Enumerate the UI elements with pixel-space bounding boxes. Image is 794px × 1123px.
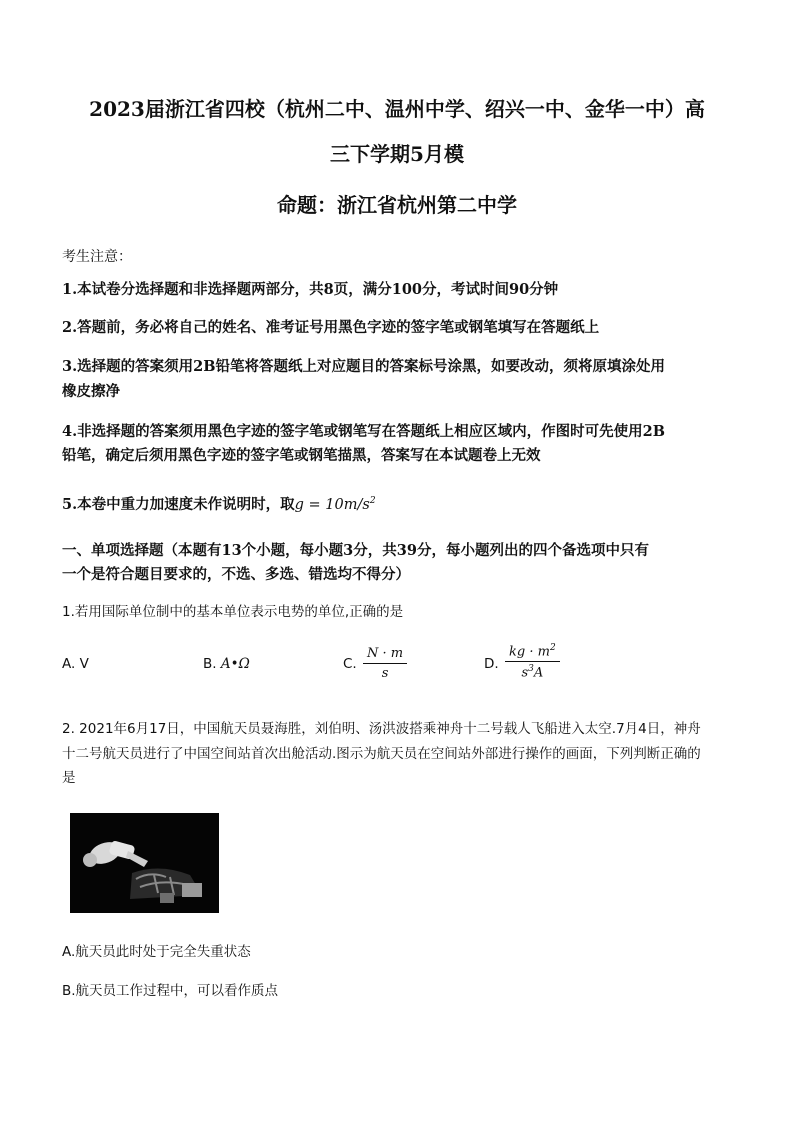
section1-heading-a: 一、单项选择题（本题有13个小题，每小题3分，共39分，每小题列出的四个备选项中只有	[62, 542, 649, 559]
exam-title-line2: 三下学期5月模	[330, 142, 464, 166]
section1-heading-b: 一个是符合题目要求的，不选、多选、错选均不得分）	[62, 566, 410, 583]
exam-title-line1: 2023届浙江省四校（杭州二中、温州中学、绍兴一中、金华一中）高	[89, 97, 705, 121]
q2-option-a: A.航天员此时处于完全失重状态	[62, 944, 251, 960]
exam-author: 命题：浙江省杭州第二中学	[277, 193, 517, 217]
q2-stem-line3: 是	[62, 770, 76, 786]
notice-item-1: 1.本试卷分选择题和非选择题两部分，共8页，满分100分，考试时间90分钟	[62, 281, 559, 298]
q1-option-d-label: D.	[484, 656, 499, 672]
notice-heading: 考生注意：	[62, 249, 132, 265]
q1-option-c-label: C.	[343, 656, 357, 672]
notice-item-3b: 橡皮擦净	[62, 383, 120, 400]
astronaut-illustration	[70, 813, 219, 913]
q1-option-d-fraction: $\frac{kg \cdot m^2}{s^3A}$	[505, 643, 560, 681]
q1-option-b: B. A•Ω	[203, 656, 250, 672]
notice-item-5	[62, 487, 738, 519]
q1-option-c-fraction: $\frac{N \cdot m}{s}$	[363, 646, 407, 681]
q1-stem: 1.若用国际单位制中的基本单位表示电势的单位,正确的是	[62, 604, 404, 620]
notice-item-3a: 3.选择题的答案须用2B铅笔将答题纸上对应题目的答案标号涂黑，如要改动，须将原填涂处用	[62, 358, 665, 375]
astronaut-spacewalk-photo	[70, 813, 219, 913]
notice-item-4b: 铅笔，确定后须用黑色字迹的签字笔或钢笔描黑，答案写在本试题卷上无效	[62, 447, 541, 464]
q2-option-b: B.航天员工作过程中，可以看作质点	[62, 983, 279, 999]
q2-stem-line1: 2. 2021年6月17日，中国航天员聂海胜，刘伯明、汤洪波搭乘神舟十二号载人飞船进入太空.7月4日，神舟	[62, 721, 701, 737]
notice-item-5-text: 5.本卷中重力加速度未作说明时，取	[62, 495, 295, 513]
notice-item-4a: 4.非选择题的答案须用黑色字迹的签字笔或钢笔写在答题纸上相应区域内，作图时可先使用2B	[62, 423, 665, 440]
notice-item-2: 2.答题前，务必将自己的姓名、准考证号用黑色字迹的签字笔或钢笔填写在答题纸上	[62, 319, 600, 336]
q2-stem-line2: 十二号航天员进行了中国空间站首次出舱活动.图示为航天员在空间站外部进行操作的画面，下列判断正确的	[62, 746, 701, 762]
gravity-formula: $g = 10m/s^2$	[294, 496, 376, 513]
q1-option-a: A. V	[62, 656, 89, 672]
